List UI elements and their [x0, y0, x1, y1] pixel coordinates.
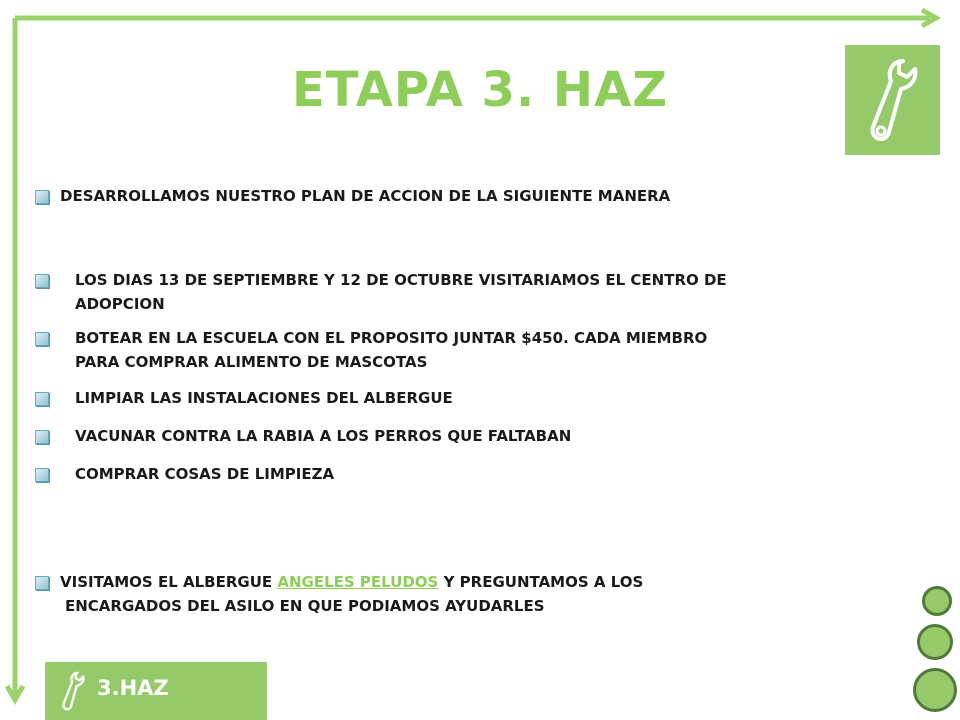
checkbox-bullet-icon: [35, 332, 49, 346]
wrench-tile: [845, 45, 940, 155]
checkbox-bullet-icon: [35, 576, 49, 590]
closing-line1: [60, 570, 643, 594]
list-item-line1: VACUNAR CONTRA LA RABIA A LOS PERROS QUE FALTABAN: [75, 427, 572, 445]
list-item-line2: ADOPCION: [75, 295, 165, 313]
albergue-link[interactable]: ANGELES PELUDOS: [277, 573, 439, 591]
checkbox-bullet-icon: [35, 430, 49, 444]
decor-circle-large: [913, 668, 957, 712]
list-item-line1: COMPRAR COSAS DE LIMPIEZA: [75, 465, 335, 483]
list-item-line1: LOS DIAS 13 DE SEPTIEMBRE Y 12 DE OCTUBRE VISITARIAMOS EL CENTRO DE: [75, 271, 727, 289]
list-item-line1: BOTEAR EN LA ESCUELA CON EL PROPOSITO JUNTAR $450. CADA MIEMBRO: [75, 329, 708, 347]
decor-circle-small: [922, 586, 952, 616]
checkbox-bullet-icon: [35, 190, 49, 204]
checkbox-bullet-icon: [35, 274, 49, 288]
intro-text: DESARROLLAMOS NUESTRO PLAN DE ACCION DE LA SIGUIENTE MANERA: [60, 187, 671, 205]
wrench-icon: [863, 55, 923, 145]
slide-title: ETAPA 3. HAZ: [291, 62, 669, 118]
checkbox-bullet-icon: [35, 468, 49, 482]
decor-circle-medium: [917, 624, 953, 660]
list-item-line2: PARA COMPRAR ALIMENTO DE MASCOTAS: [75, 353, 428, 371]
closing-line2: ENCARGADOS DEL ASILO EN QUE PODIAMOS AYUDARLES: [65, 597, 545, 615]
checkbox-bullet-icon: [35, 392, 49, 406]
list-item-line1: LIMPIAR LAS INSTALACIONES DEL ALBERGUE: [75, 389, 453, 407]
closing-prefix: VISITAMOS EL ALBERGUE: [60, 573, 278, 591]
wrench-icon: [53, 670, 93, 712]
footer-tab-label: 3.HAZ: [97, 676, 169, 700]
closing-suffix: Y PREGUNTAMOS A LOS: [438, 573, 644, 591]
footer-tab[interactable]: [45, 662, 267, 720]
